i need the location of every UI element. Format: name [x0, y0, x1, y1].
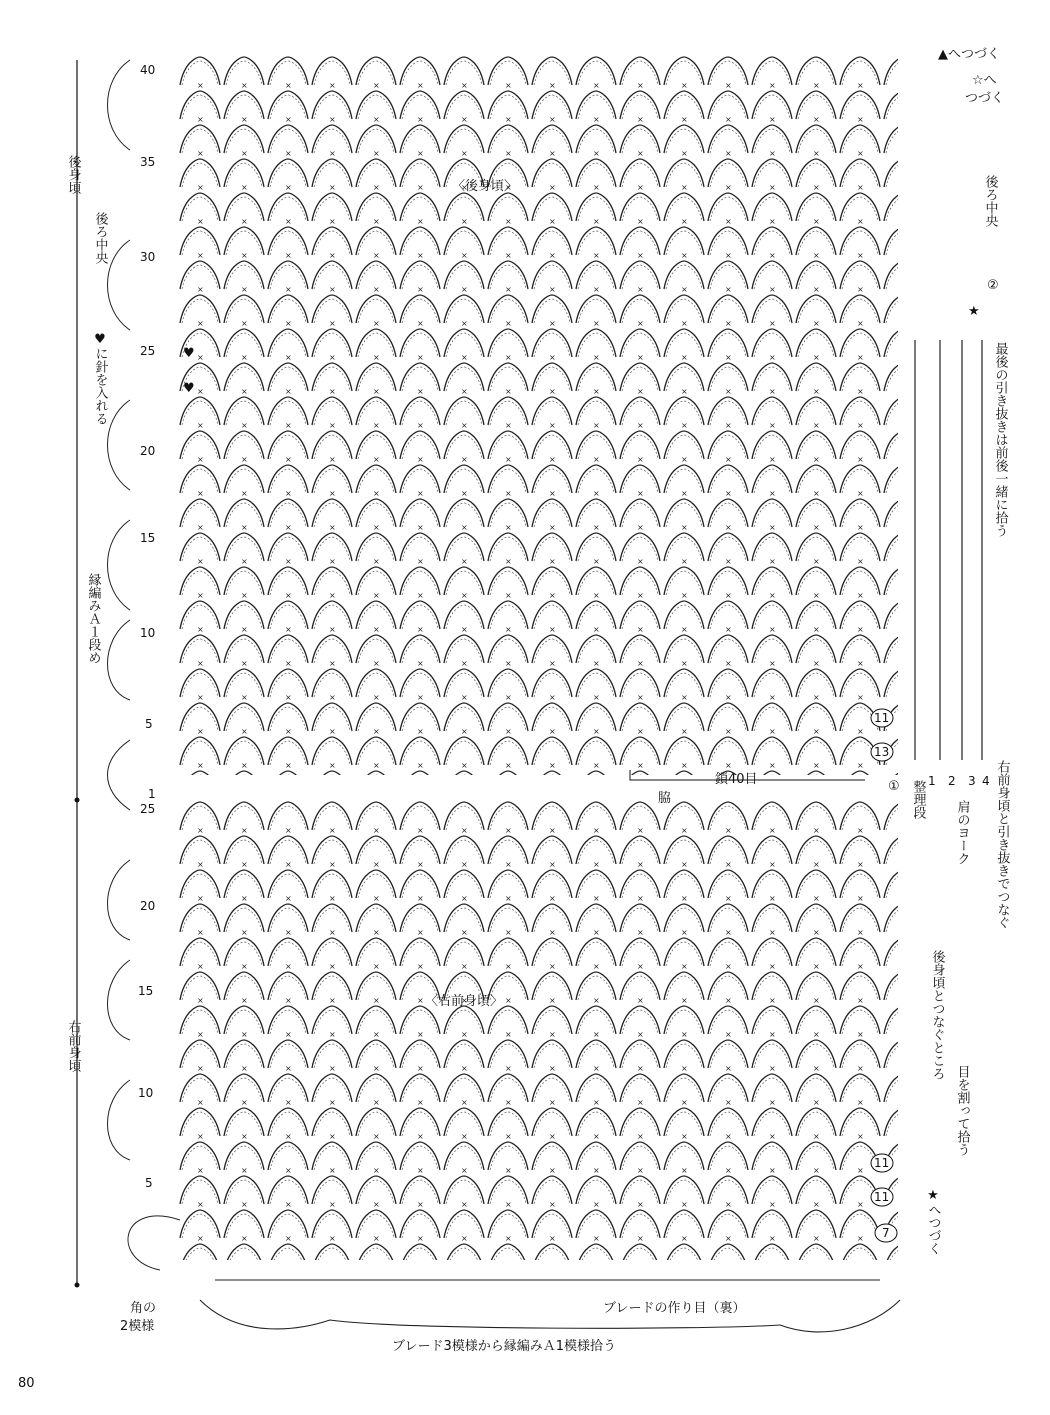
bottom-braid: [200, 1280, 900, 1332]
corner-pattern-label: 角の: [130, 1301, 157, 1316]
back-body-label: 後身頃: [65, 155, 81, 194]
back-row-numbers: [140, 63, 156, 801]
circled-2: ②: [987, 278, 999, 293]
circled-11: 11: [874, 711, 890, 725]
joining-place-label: 後身頃とつなぐところ: [929, 950, 945, 1080]
row-number: 15: [138, 984, 154, 998]
shoulder-yoke-label: 肩のヨーク: [954, 800, 970, 865]
adjust-row-label: 整理段: [910, 780, 926, 819]
split-pick-label: 目を割って拾う: [954, 1065, 970, 1156]
yoke-col: 2: [948, 774, 956, 788]
page-number: 80: [18, 1376, 35, 1391]
back-body-mesh: [178, 55, 898, 775]
shoulder-yoke-columns: [915, 340, 982, 760]
braid-pick-label: ブレード3模様から縁編みＡ1模様拾う: [392, 1339, 617, 1354]
right-front-body-label: 右前身頃: [65, 1020, 81, 1072]
row-number: 1: [148, 787, 156, 801]
heart-insert-label: ♥に針を入れる: [92, 332, 108, 425]
circled-7: 7: [882, 1226, 890, 1240]
chain40-label: 鎖40目: [715, 772, 758, 787]
star-mark: ★: [968, 304, 980, 319]
left-vertical-labels: [66, 154, 109, 1073]
row-number: 15: [140, 531, 156, 545]
yoke-column-numbers: [928, 774, 990, 788]
join-right-front-label: 右前身頃と引き抜きでつなぐ: [994, 760, 1010, 929]
continue-triangle-label: ▲へつづく: [938, 47, 1000, 62]
row-number: 20: [140, 899, 156, 913]
row-number: 40: [140, 63, 156, 77]
row-number: 10: [140, 626, 156, 640]
front-body-mesh: [178, 800, 898, 1260]
circled-11: 11: [874, 1156, 890, 1170]
side-label: 脇: [658, 791, 672, 806]
edging-start-label: 縁編みＡ１段め: [85, 573, 101, 664]
row-number: 30: [140, 250, 156, 264]
heart-mark: ♥: [183, 346, 195, 361]
right-front-section-title: 〈右前身頃〉: [425, 994, 504, 1009]
circled-1: ①: [888, 779, 900, 794]
corner-pattern-label-2: 2模様: [120, 1319, 155, 1334]
back-center-label-left: 後ろ中央: [92, 212, 108, 264]
back-section-title: 〈後身頃〉: [452, 179, 518, 194]
row-number: 5: [145, 1176, 153, 1190]
back-center-label-right: 後ろ中央: [982, 175, 998, 227]
circled-13: 13: [874, 745, 890, 759]
last-slip-label: 最後の引き抜きは前後一緒に拾う: [992, 342, 1008, 537]
row-number: 5: [145, 717, 153, 731]
row-number: 25: [140, 344, 156, 358]
row-number: 35: [140, 155, 156, 169]
continue-star-bottom-label: ★へつづく: [925, 1188, 941, 1255]
yoke-col: 4: [982, 774, 990, 788]
yoke-col: 3: [968, 774, 976, 788]
front-row-numbers: [138, 802, 155, 1190]
row-number: 20: [140, 444, 156, 458]
row-number: 10: [138, 1086, 154, 1100]
row-number: 25: [140, 802, 156, 816]
circled-11: 11: [874, 1190, 890, 1204]
heart-mark: ♥: [183, 381, 195, 396]
braid-base-label: ブレードの作り目（裏）: [603, 1301, 746, 1316]
yoke-col: 1: [928, 774, 936, 788]
continue-star-label: ☆へ: [972, 73, 997, 88]
continue-star-label-2: つづく: [965, 91, 1005, 106]
